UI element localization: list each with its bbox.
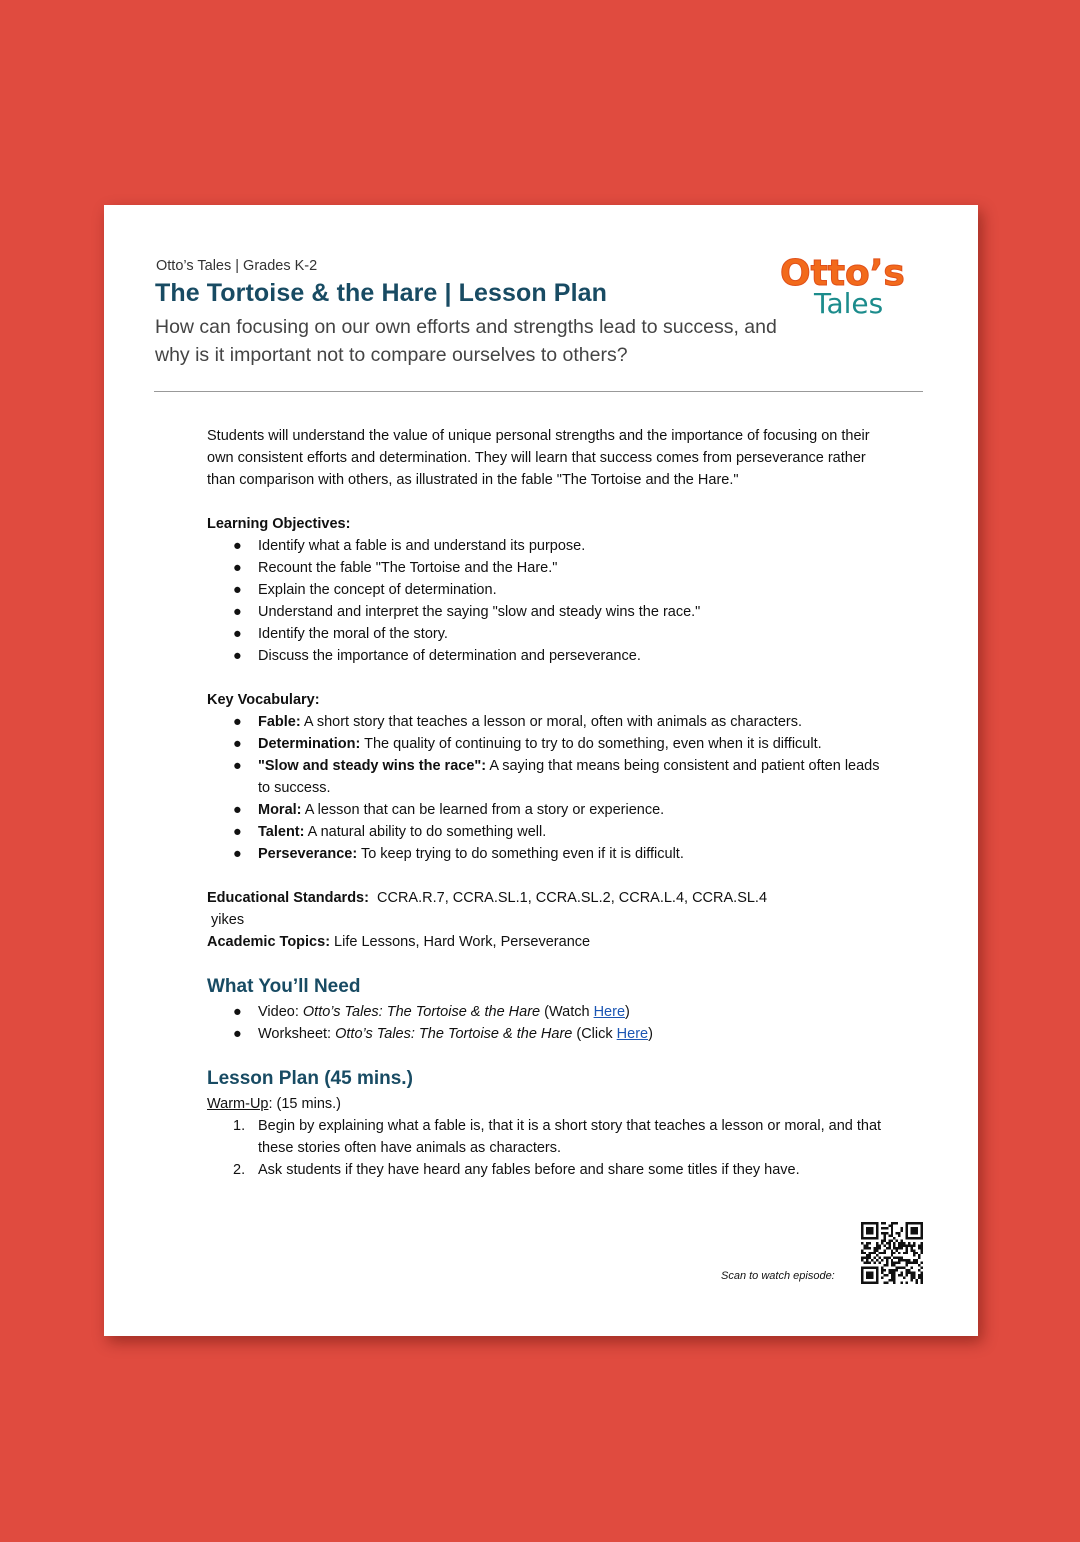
bullet-icon: ●: [233, 582, 242, 598]
need-item-video: ● Video: Otto’s Tales: The Tortoise & the Hare (Watch Here): [207, 1001, 887, 1023]
vocab-item: [207, 821, 887, 843]
qr-label: Scan to watch episode:: [721, 1270, 835, 1282]
series-grade-label: Otto’s Tales | Grades K-2: [156, 258, 318, 274]
header-divider: [154, 391, 923, 392]
vocab-item: [207, 755, 887, 799]
vocab-item: [207, 799, 887, 821]
vocab-term: Determination:: [258, 736, 361, 752]
bullet-icon: ●: [233, 714, 242, 730]
lesson-plan-page: [104, 205, 978, 1336]
video-title: Otto’s Tales: The Tortoise & the Hare: [302, 1004, 541, 1020]
topics-value: Life Lessons, Hard Work, Perseverance: [330, 934, 591, 950]
standards-value: CCRA.R.7, CCRA.SL.1, CCRA.SL.2, CCRA.L.4, CCRA.SL.4: [368, 890, 768, 906]
bullet-icon: ●: [233, 1004, 242, 1020]
standards-note: yikes: [207, 912, 245, 928]
bullet-icon: ●: [233, 736, 242, 752]
standards-label: Educational Standards:: [207, 890, 369, 906]
list-item: ● Understand and interpret the saying "slow and steady wins the race.": [207, 601, 887, 623]
warmup-line: [207, 1093, 887, 1115]
warmup-time: : (15 mins.): [268, 1096, 341, 1112]
topics-line: [207, 931, 887, 953]
objectives-heading: Learning Objectives:: [207, 516, 351, 532]
vocab-definition: The quality of continuing to try to do something, even when it is difficult.: [360, 736, 822, 752]
topics-label: Academic Topics:: [207, 934, 331, 950]
vocabulary-list: [207, 711, 887, 865]
bullet-icon: ●: [233, 802, 242, 818]
vocab-term: Fable:: [258, 714, 301, 730]
vocab-definition: A saying that means being consistent and patient often leads to success.: [258, 758, 880, 796]
essential-question: How can focusing on our own efforts and strengths lead to success, and why is it important not to compare ourselves to others?: [155, 316, 777, 366]
step-number: 1.: [233, 1118, 246, 1134]
bullet-icon: ●: [233, 560, 242, 576]
logo-line2: Tales: [814, 287, 884, 319]
bullet-icon: ●: [233, 538, 242, 554]
list-item: ● Identify what a fable is and understand its purpose.: [207, 535, 887, 557]
bullet-icon: ●: [233, 1026, 242, 1042]
vocab-term: Perseverance:: [258, 846, 358, 862]
bullet-icon: ●: [233, 604, 242, 620]
step-item: 2. Ask students if they have heard any fables before and share some titles if they have.: [207, 1159, 887, 1181]
vocab-term: Talent:: [258, 824, 305, 840]
vocab-item: [207, 843, 887, 865]
list-item: ● Recount the fable "The Tortoise and the Hare.": [207, 557, 887, 579]
need-item-worksheet: ● Worksheet: Otto’s Tales: The Tortoise & the Hare (Click Here): [207, 1023, 887, 1045]
warmup-steps: [207, 1115, 887, 1181]
vocab-definition: A natural ability to do something well.: [304, 824, 547, 840]
vocabulary-heading: Key Vocabulary:: [207, 692, 320, 708]
page-title: The Tortoise & the Hare | Lesson Plan: [155, 279, 607, 307]
intro-paragraph: Students will understand the value of unique personal strengths and the importance of focusing on their own consistent efforts and determination. They will learn that success comes from perseverance rather than comparison with others, as illustrated in the fable "The Tortoise and the Hare.": [207, 428, 870, 488]
vocab-item: [207, 733, 887, 755]
bullet-icon: ●: [233, 626, 242, 642]
standards-line: [207, 887, 887, 909]
worksheet-here-link[interactable]: Here: [616, 1026, 649, 1042]
step-item: 1. Begin by explaining what a fable is, that it is a short story that teaches a lesson or moral, and that these stories often have animals as characters.: [207, 1115, 887, 1159]
bullet-icon: ●: [233, 846, 242, 862]
vocab-definition: A short story that teaches a lesson or moral, often with animals as characters.: [300, 714, 802, 730]
vocab-definition: A lesson that can be learned from a story or experience.: [301, 802, 665, 818]
vocab-term: Moral:: [258, 802, 302, 818]
step-number: 2.: [233, 1162, 246, 1178]
list-item: ● Discuss the importance of determination and perseverance.: [207, 645, 887, 667]
warmup-label: Warm-Up: [207, 1096, 269, 1112]
lesson-plan-heading: Lesson Plan (45 mins.): [207, 1068, 413, 1089]
bullet-icon: ●: [233, 824, 242, 840]
worksheet-title: Otto’s Tales: The Tortoise & the Hare: [335, 1026, 573, 1042]
vocab-definition: To keep trying to do something even if it is difficult.: [357, 846, 684, 862]
vocab-term: "Slow and steady wins the race":: [258, 758, 487, 774]
qr-code-icon[interactable]: [861, 1222, 923, 1284]
list-item: ● Explain the concept of determination.: [207, 579, 887, 601]
watch-here-link[interactable]: Here: [593, 1004, 626, 1020]
list-item: ● Identify the moral of the story.: [207, 623, 887, 645]
logo-line1: Otto’s: [780, 253, 905, 294]
objectives-list: [207, 535, 887, 667]
bullet-icon: ●: [233, 648, 242, 664]
needs-list: [207, 1001, 887, 1045]
lesson-content: [207, 425, 887, 1181]
needs-heading: What You’ll Need: [207, 976, 361, 997]
bullet-icon: ●: [233, 758, 242, 774]
vocab-item: [207, 711, 887, 733]
ottos-tales-logo: [778, 249, 928, 319]
